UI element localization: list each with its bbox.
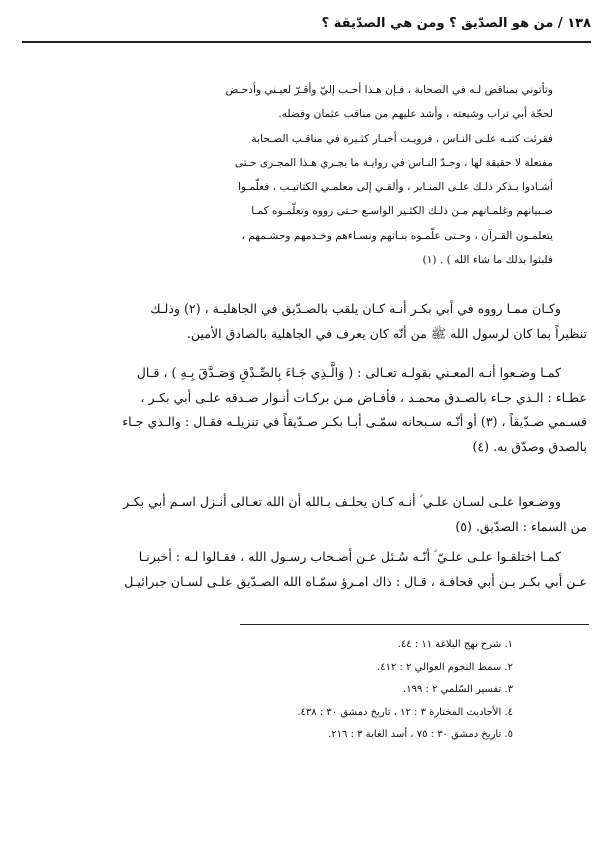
paragraph-oath-narration [24, 490, 587, 539]
quote-line: مفتعلة لا حقيقة لها ، وجـدّ النـاس في روايـة ما يجـري هـذا المجـرى حـتى [234, 156, 553, 169]
quote-line: صـبيانهم وغلمـانهم مـن ذلـك الكثـير الواسـع حـتى رووه وتعلّمـوه كمـا [251, 205, 553, 218]
paragraph-companions-question [24, 545, 587, 594]
footnotes [24, 634, 513, 747]
header-divider [22, 41, 591, 43]
text-line: ووضـعوا علـى لسـان علـي ؑ أنـه كـان يحلـف بـالله أن الله تعـالى أنـزل اسـم أبي بكـر [123, 494, 561, 509]
text-line: بالصدق وصدّق به. (٤) [472, 438, 587, 454]
quote-line: فلبثوا بذلك ما شاء الله ) . (١) [422, 254, 553, 267]
text-line: عطـاء : الـذي جـاء بالصـدق محمـد ، فأفـاض مـن بركـات أنـوار صـدقه علـى أبي بكـر ، [140, 389, 587, 405]
text-line: كمـا وضـعوا أنـه المعـني بقولـه تعـالى : ( وَالَّـذِي جَـاءَ بِالصِّـدْقِ وَصَـدَّقَ بِـهِ ) ، قـال [136, 365, 561, 380]
quote-line: وتأتوني بمناقض لـه في الصحابة ، فـإن هـذا أحـب إليّ وأقـرّ لعيـني وأدحـض [225, 84, 553, 96]
paragraph-siddiq-jahiliyya [24, 297, 587, 346]
paragraph-verse-interpretation [24, 361, 587, 459]
text-line: تنظيراً بما كان لرسول الله ﷺ من أنّه كان يعرف في الجاهلية بالصادق الأمين. [186, 325, 587, 341]
footnote-item: ٢. سمط النجوم العوالي ٢ : ٤١٢. [377, 661, 513, 673]
quote-line: يتعلمـون القـرآن ، وحـتى علّمـوه بنـاتهم ونسـاءهم وخـدمهم وحشـمهم ، [241, 229, 553, 242]
footnote-divider [240, 624, 589, 625]
quote-line: لحجّة أبي تراب وشيعته ، وأشد عليهم من مناقب عثمان وفضله. [278, 108, 553, 121]
running-header: ١٣٨ / من هو الصدّيق ؟ ومن هي الصدّيقة ؟ [321, 16, 591, 31]
quote-line: أشـادوا بـذكر ذلـك علـى المنـابر ، وألقـي إلى معلمـي الكتاتيـب ، فعلّمـوا [237, 181, 553, 194]
quoted-passage [60, 78, 553, 272]
text-line: عـن أبي بكـر بـن أبي قحافـة ، قـال : ذاك امـرؤ سمّـاه الله الصـدّيق علـى لسـان جبرائيـل [124, 573, 587, 589]
footnote-item: ٤. الأحاديث المختارة ٣ : ١٢ ، تاريخ دمشق ٣٠ : ٤٣٨. [297, 706, 513, 718]
text-line: من السماء : الصدّيق. (٥) [455, 518, 587, 534]
text-line: وكـان ممـا رووه في أبي بكـر أنـه كـان يلقب بالصـدّيق في الجاهليـة ، (٢) وذلـك [150, 301, 561, 316]
footnote-item: ٣. تفسير السّلمي ٢ : ١٩٩. [403, 684, 513, 695]
footnote-item: ٥. تاريخ دمشق ٣٠ : ٧٥ ، أسد الغابة ٣ : ٢١٦. [328, 729, 513, 740]
footnote-item: ١. شرح نهج البلاغة ١١ : ٤٤. [397, 639, 513, 650]
text-line: كمـا اختلقـوا علـى علـيّ ؑ أنّـه سُـئل عـن أصـحاب رسـول الله ، فقـالوا لـه : أخبرنـا [138, 549, 561, 564]
text-line: فسـمي صـدّيقاً ، (٣) أو أنّـه سـبحانه سمّـى أبـا بكـر صـدّيقاً في تنزيلـه فقـال : والـذي جـاء [122, 414, 587, 430]
quote-line: فقرئت كتبـه علـى النـاس ، فرويـت أخبـار كثـيرة في مناقـب الصـحابة [251, 132, 553, 145]
